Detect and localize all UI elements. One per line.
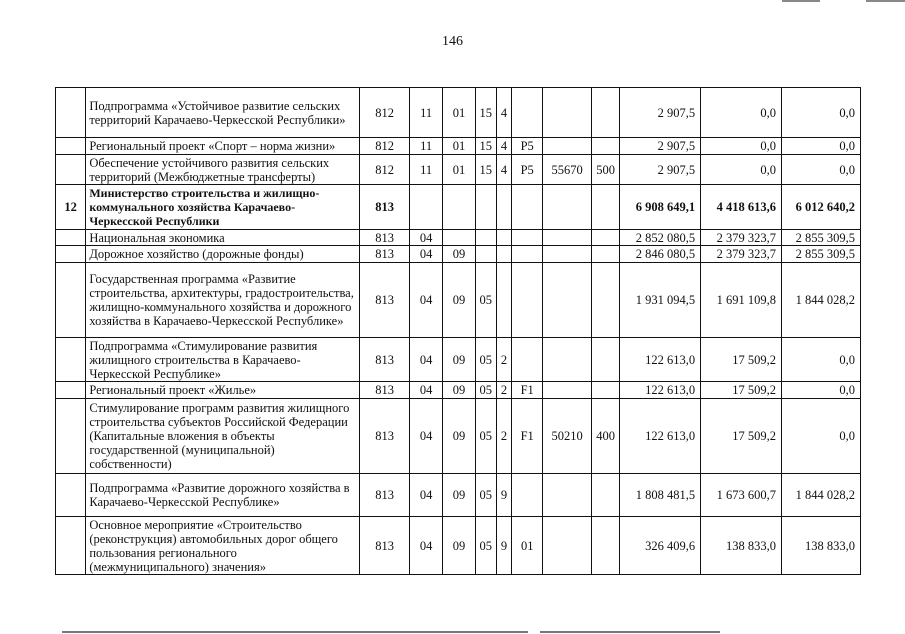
section-code: 04 (409, 399, 442, 474)
amount-year-1: 326 409,6 (620, 517, 701, 575)
subprogram-code: 2 (496, 399, 511, 474)
bottom-edge-line (540, 631, 720, 633)
program-code: 15 (475, 138, 496, 155)
expense-type-code (591, 382, 619, 399)
program-code (475, 185, 496, 230)
row-number (56, 246, 86, 263)
amount-year-2: 1 673 600,7 (701, 474, 782, 517)
row-number (56, 474, 86, 517)
expense-type-code (591, 230, 619, 246)
expense-type-code (591, 474, 619, 517)
amount-year-3: 0,0 (782, 338, 861, 382)
table-row (56, 88, 861, 138)
subprogram-code: 9 (496, 474, 511, 517)
amount-year-3: 0,0 (782, 138, 861, 155)
direction-code (543, 474, 592, 517)
subsection-code: 09 (443, 517, 475, 575)
amount-year-3: 2 855 309,5 (782, 246, 861, 263)
amount-year-1: 2 907,5 (620, 155, 701, 185)
subsection-code: 09 (443, 399, 475, 474)
ministry-code: 813 (360, 338, 410, 382)
table-row (56, 263, 861, 338)
expense-type-code (591, 338, 619, 382)
direction-code: 50210 (543, 399, 592, 474)
top-edge-line (782, 0, 820, 2)
row-number (56, 399, 86, 474)
ministry-code: 813 (360, 517, 410, 575)
subprogram-code (496, 185, 511, 230)
bottom-edge-line (62, 631, 528, 633)
program-code: 05 (475, 263, 496, 338)
subprogram-code: 4 (496, 138, 511, 155)
amount-year-1: 122 613,0 (620, 399, 701, 474)
subprogram-code: 4 (496, 155, 511, 185)
section-code: 04 (409, 246, 442, 263)
table-row (56, 230, 861, 246)
item-name: Подпрограмма «Устойчивое развитие сельских территорий Карачаево-Черкесской Республики» (86, 88, 360, 138)
program-code: 15 (475, 155, 496, 185)
amount-year-2: 17 509,2 (701, 399, 782, 474)
ministry-code: 813 (360, 382, 410, 399)
section-code: 04 (409, 230, 442, 246)
program-code: 05 (475, 517, 496, 575)
section-code: 11 (409, 138, 442, 155)
row-number (56, 263, 86, 338)
direction-code (543, 246, 592, 263)
amount-year-2: 0,0 (701, 88, 782, 138)
item-name: Региональный проект «Жилье» (86, 382, 360, 399)
section-code: 04 (409, 382, 442, 399)
ministry-code: 813 (360, 185, 410, 230)
expense-type-code (591, 246, 619, 263)
table-row (56, 399, 861, 474)
expense-type-code (591, 88, 619, 138)
amount-year-1: 1 931 094,5 (620, 263, 701, 338)
project-code: P5 (512, 138, 543, 155)
project-code: F1 (512, 382, 543, 399)
row-number (56, 230, 86, 246)
table-row (56, 382, 861, 399)
amount-year-1: 2 907,5 (620, 88, 701, 138)
amount-year-2: 2 379 323,7 (701, 230, 782, 246)
project-code (512, 230, 543, 246)
subsection-code: 01 (443, 155, 475, 185)
amount-year-2: 17 509,2 (701, 382, 782, 399)
section-code: 04 (409, 474, 442, 517)
expense-type-code (591, 138, 619, 155)
program-code: 05 (475, 399, 496, 474)
amount-year-1: 2 907,5 (620, 138, 701, 155)
row-number (56, 138, 86, 155)
row-number (56, 517, 86, 575)
amount-year-3: 2 855 309,5 (782, 230, 861, 246)
subsection-code: 01 (443, 88, 475, 138)
item-name: Стимулирование программ развития жилищного строительства субъектов Российской Федерации (Капитальные вложения в объекты государственной (муниципальной) собственности) (86, 399, 360, 474)
subsection-code: 09 (443, 263, 475, 338)
row-number (56, 382, 86, 399)
amount-year-2: 1 691 109,8 (701, 263, 782, 338)
amount-year-2: 0,0 (701, 155, 782, 185)
direction-code (543, 230, 592, 246)
direction-code (543, 338, 592, 382)
item-name: Министерство строительства и жилищно-коммунального хозяйства Карачаево-Черкесской Республики (86, 185, 360, 230)
expense-type-code (591, 185, 619, 230)
subprogram-code: 2 (496, 338, 511, 382)
project-code (512, 263, 543, 338)
row-number (56, 88, 86, 138)
amount-year-1: 1 808 481,5 (620, 474, 701, 517)
table-row (56, 155, 861, 185)
expense-type-code (591, 517, 619, 575)
subsection-code: 09 (443, 338, 475, 382)
direction-code (543, 138, 592, 155)
direction-code (543, 517, 592, 575)
row-number (56, 338, 86, 382)
amount-year-1: 2 846 080,5 (620, 246, 701, 263)
amount-year-3: 1 844 028,2 (782, 474, 861, 517)
row-number (56, 155, 86, 185)
subprogram-code (496, 246, 511, 263)
project-code (512, 185, 543, 230)
subprogram-code: 2 (496, 382, 511, 399)
amount-year-2: 17 509,2 (701, 338, 782, 382)
subsection-code: 09 (443, 474, 475, 517)
subsection-code (443, 230, 475, 246)
item-name: Обеспечение устойчивого развития сельских территорий (Межбюджетные трансферты) (86, 155, 360, 185)
table-row (56, 338, 861, 382)
section-code: 04 (409, 263, 442, 338)
program-code (475, 246, 496, 263)
ministry-code: 812 (360, 138, 410, 155)
table-row (56, 474, 861, 517)
project-code: 01 (512, 517, 543, 575)
subprogram-code (496, 263, 511, 338)
amount-year-3: 0,0 (782, 155, 861, 185)
subsection-code: 09 (443, 246, 475, 263)
table-row (56, 517, 861, 575)
subprogram-code: 9 (496, 517, 511, 575)
subprogram-code (496, 230, 511, 246)
amount-year-1: 122 613,0 (620, 338, 701, 382)
ministry-code: 813 (360, 474, 410, 517)
project-code (512, 88, 543, 138)
item-name: Подпрограмма «Развитие дорожного хозяйства в Карачаево-Черкесской Республике» (86, 474, 360, 517)
item-name: Государственная программа «Развитие строительства, архитектуры, градостроительства, жилищно-коммунального хозяйства и дорожного хозяйства в Карачаево-Черкесской Республике» (86, 263, 360, 338)
amount-year-3: 138 833,0 (782, 517, 861, 575)
row-number: 12 (56, 185, 86, 230)
amount-year-1: 6 908 649,1 (620, 185, 701, 230)
table-row (56, 185, 861, 230)
amount-year-2: 2 379 323,7 (701, 246, 782, 263)
section-code (409, 185, 442, 230)
amount-year-3: 0,0 (782, 88, 861, 138)
program-code: 05 (475, 338, 496, 382)
amount-year-1: 2 852 080,5 (620, 230, 701, 246)
amount-year-3: 6 012 640,2 (782, 185, 861, 230)
direction-code (543, 88, 592, 138)
top-edge-line (866, 0, 905, 2)
amount-year-2: 0,0 (701, 138, 782, 155)
project-code (512, 338, 543, 382)
item-name: Основное мероприятие «Строительство (реконструкция) автомобильных дорог общего пользования регионального (межмуниципального) значения» (86, 517, 360, 575)
amount-year-3: 1 844 028,2 (782, 263, 861, 338)
subprogram-code: 4 (496, 88, 511, 138)
section-code: 11 (409, 88, 442, 138)
direction-code (543, 382, 592, 399)
amount-year-3: 0,0 (782, 399, 861, 474)
ministry-code: 813 (360, 246, 410, 263)
budget-table (55, 87, 861, 575)
program-code: 05 (475, 382, 496, 399)
program-code: 05 (475, 474, 496, 517)
table-row (56, 246, 861, 263)
program-code (475, 230, 496, 246)
project-code: P5 (512, 155, 543, 185)
amount-year-2: 138 833,0 (701, 517, 782, 575)
amount-year-3: 0,0 (782, 382, 861, 399)
item-name: Дорожное хозяйство (дорожные фонды) (86, 246, 360, 263)
subsection-code: 01 (443, 138, 475, 155)
ministry-code: 813 (360, 230, 410, 246)
ministry-code: 813 (360, 399, 410, 474)
ministry-code: 813 (360, 263, 410, 338)
direction-code: 55670 (543, 155, 592, 185)
section-code: 11 (409, 155, 442, 185)
section-code: 04 (409, 517, 442, 575)
item-name: Подпрограмма «Стимулирование развития жилищного строительства в Карачаево-Черкесской Республике» (86, 338, 360, 382)
item-name: Национальная экономика (86, 230, 360, 246)
table-row (56, 138, 861, 155)
page-number: 146 (442, 34, 463, 49)
ministry-code: 812 (360, 88, 410, 138)
direction-code (543, 185, 592, 230)
project-code (512, 246, 543, 263)
project-code: F1 (512, 399, 543, 474)
project-code (512, 474, 543, 517)
expense-type-code: 400 (591, 399, 619, 474)
direction-code (543, 263, 592, 338)
expense-type-code: 500 (591, 155, 619, 185)
ministry-code: 812 (360, 155, 410, 185)
amount-year-1: 122 613,0 (620, 382, 701, 399)
item-name: Региональный проект «Спорт – норма жизни» (86, 138, 360, 155)
subsection-code (443, 185, 475, 230)
section-code: 04 (409, 338, 442, 382)
subsection-code: 09 (443, 382, 475, 399)
amount-year-2: 4 418 613,6 (701, 185, 782, 230)
program-code: 15 (475, 88, 496, 138)
expense-type-code (591, 263, 619, 338)
